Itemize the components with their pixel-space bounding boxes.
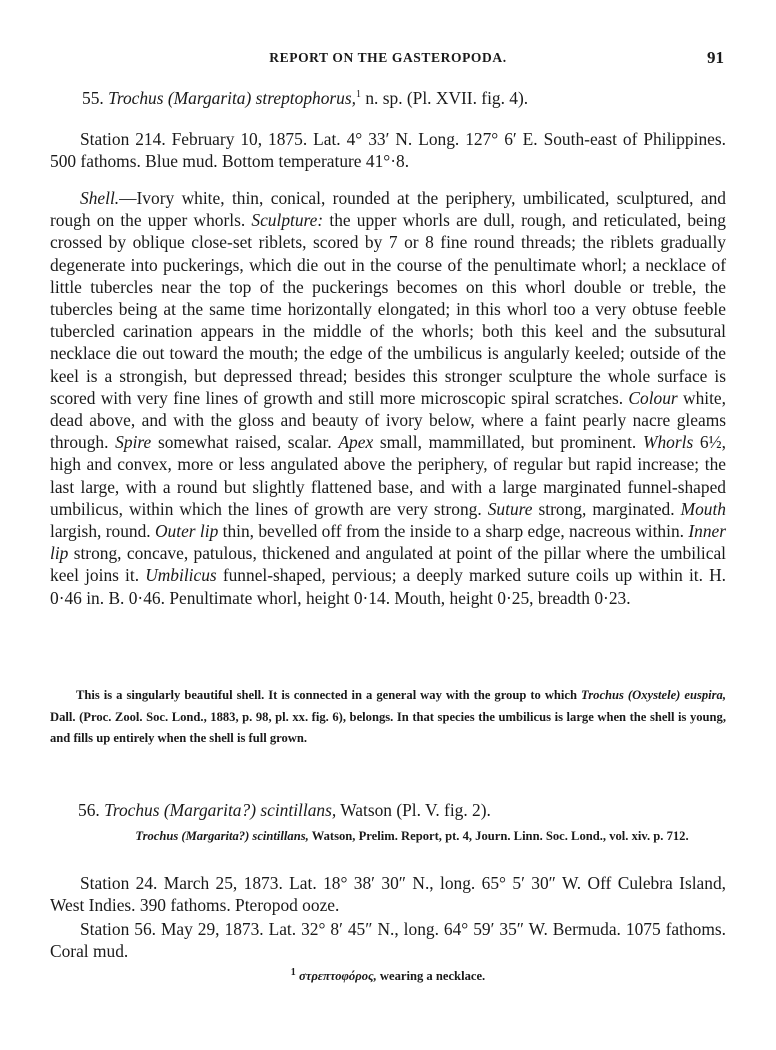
species-56-heading bbox=[78, 800, 491, 821]
description-text: strong, marginated. bbox=[532, 498, 681, 519]
subgenus-name: (Margarita) bbox=[167, 88, 252, 108]
running-head bbox=[0, 50, 776, 70]
suture-label: Suture bbox=[487, 498, 533, 519]
description-text: —Ivory white, thin, conical, rounded at the periphery, umbilicated, sculptured, and rough on the upper whorls. bbox=[50, 188, 726, 231]
footnote-gloss: wearing a necklace. bbox=[376, 969, 486, 983]
remark-text: This is a singularly beautiful shell. It is connected in a general way with the group to which bbox=[76, 688, 582, 702]
shell-description bbox=[50, 187, 726, 609]
remark-paragraph bbox=[50, 685, 726, 750]
species-status: n. sp. (Pl. XVII. fig. 4). bbox=[365, 88, 529, 108]
whorls-label: Whorls bbox=[642, 432, 694, 453]
apex-label: Apex bbox=[338, 432, 374, 453]
station-214-paragraph: Station 214. February 10, 1875. Lat. 4° 33′ N. Long. 127° 6′ E. South-east of Philippines. 500 fathoms. Blue mud. Bottom temperature 41°·8. bbox=[50, 129, 726, 172]
subgenus-name: (Margarita?) bbox=[163, 800, 256, 820]
species-author: Watson (Pl. V. fig. 2). bbox=[340, 800, 491, 820]
running-title: REPORT ON THE GASTEROPODA. bbox=[269, 50, 507, 65]
description-text: somewhat raised, scalar. bbox=[151, 432, 339, 453]
description-text: strong, concave, patulous, thickened and angulated at point of the pillar where the umbilical keel joins it. bbox=[50, 543, 726, 586]
outer-lip-label: Outer lip bbox=[154, 521, 219, 542]
species-55-heading bbox=[82, 88, 528, 109]
remark-text: Dall. (Proc. Zool. Soc. Lond., 1883, p. 98, pl. xx. fig. 6), belongs. In that species the umbilicus is large when the shell is young, and fills up entirely when the shell is full grown. bbox=[50, 709, 726, 746]
description-text: 6½, high and convex, more or less angulated above the periphery, of regular but rapid increase; the last large, with a round but slightly flattened base, and with a large marginated funnel-shaped umbilicus, within which the lines of growth are very strong. bbox=[50, 432, 727, 519]
colour-label: Colour bbox=[628, 387, 678, 408]
synonymy-name: Trochus (Margarita?) scintillans, bbox=[135, 829, 309, 843]
description-text: white, dead above, and with the gloss and beauty of ivory below, where a faint pearly nacre gleams through. bbox=[50, 387, 726, 453]
footnote bbox=[0, 966, 776, 984]
species-epithet: streptophorus, bbox=[255, 88, 356, 108]
page-number: 91 bbox=[707, 48, 724, 67]
description-text: funnel-shaped, pervious; a deeply marked suture coils up within it. H. 0·46 in. B. 0·46. Penultimate whorl, height 0·14. Mouth, height 0·25, breadth 0·23. bbox=[50, 565, 726, 608]
inner-lip-label: Inner lip bbox=[50, 521, 727, 564]
genus-name: Trochus bbox=[108, 88, 164, 108]
sculpture-label: Sculpture: bbox=[251, 210, 324, 231]
synonymy-citation: Watson, Prelim. Report, pt. 4, Journ. Linn. Soc. Lond., vol. xiv. p. 712. bbox=[308, 829, 689, 843]
description-text: largish, round. bbox=[50, 521, 155, 542]
greek-word: στρεπτοφόρος, bbox=[298, 969, 377, 983]
footnote-mark: 1 bbox=[355, 89, 361, 101]
spire-label: Spire bbox=[115, 432, 152, 453]
description-text: small, mammillated, but prominent. bbox=[373, 432, 643, 453]
reference-species: Trochus (Oxystele) euspira, bbox=[581, 688, 726, 702]
station-24-paragraph: Station 24. March 25, 1873. Lat. 18° 38′ 30″ N., long. 65° 5′ 30″ W. Off Culebra Island, West Indies. 390 fathoms. Pteropod ooze. bbox=[50, 873, 726, 916]
species-number: 56. bbox=[78, 800, 100, 820]
species-epithet: scintillans, bbox=[260, 800, 337, 820]
description-text: thin, bevelled off from the inside to a sharp edge, nacreous within. bbox=[218, 521, 689, 542]
genus-name: Trochus bbox=[104, 800, 160, 820]
umbilicus-label: Umbilicus bbox=[145, 565, 217, 586]
footnote-mark: 1 bbox=[290, 966, 296, 978]
shell-label: Shell. bbox=[80, 188, 120, 208]
synonymy-reference bbox=[96, 827, 728, 846]
description-text: the upper whorls are dull, rough, and reticulated, being crossed by oblique close-set riblets, scored by 7 or 8 fine round threads; the riblets gradually degenerate into puckerings, which die out in the course of the penultimate whorl; a necklace of little tubercles near the top of the puckerings becomes on this whorl double or treble, the tubercles being at the same time horizontally elongated; in this whorl too a very obtuse feeble tubercled carination appears in the middle of the whorls; both this keel and the subsutural necklace die out toward the mouth; the edge of the umbilicus is angularly keeled; outside of the keel is a strongish, but depressed thread; besides this stronger sculpture the whole surface is scored with very fine lines of growth and still more microscopic spiral scratches. bbox=[50, 210, 726, 408]
mouth-label: Mouth bbox=[680, 498, 726, 519]
station-56-paragraph: Station 56. May 29, 1873. Lat. 32° 8′ 45″ N., long. 64° 59′ 35″ W. Bermuda. 1075 fathoms. Coral mud. bbox=[50, 919, 726, 962]
species-number: 55. bbox=[82, 88, 104, 108]
